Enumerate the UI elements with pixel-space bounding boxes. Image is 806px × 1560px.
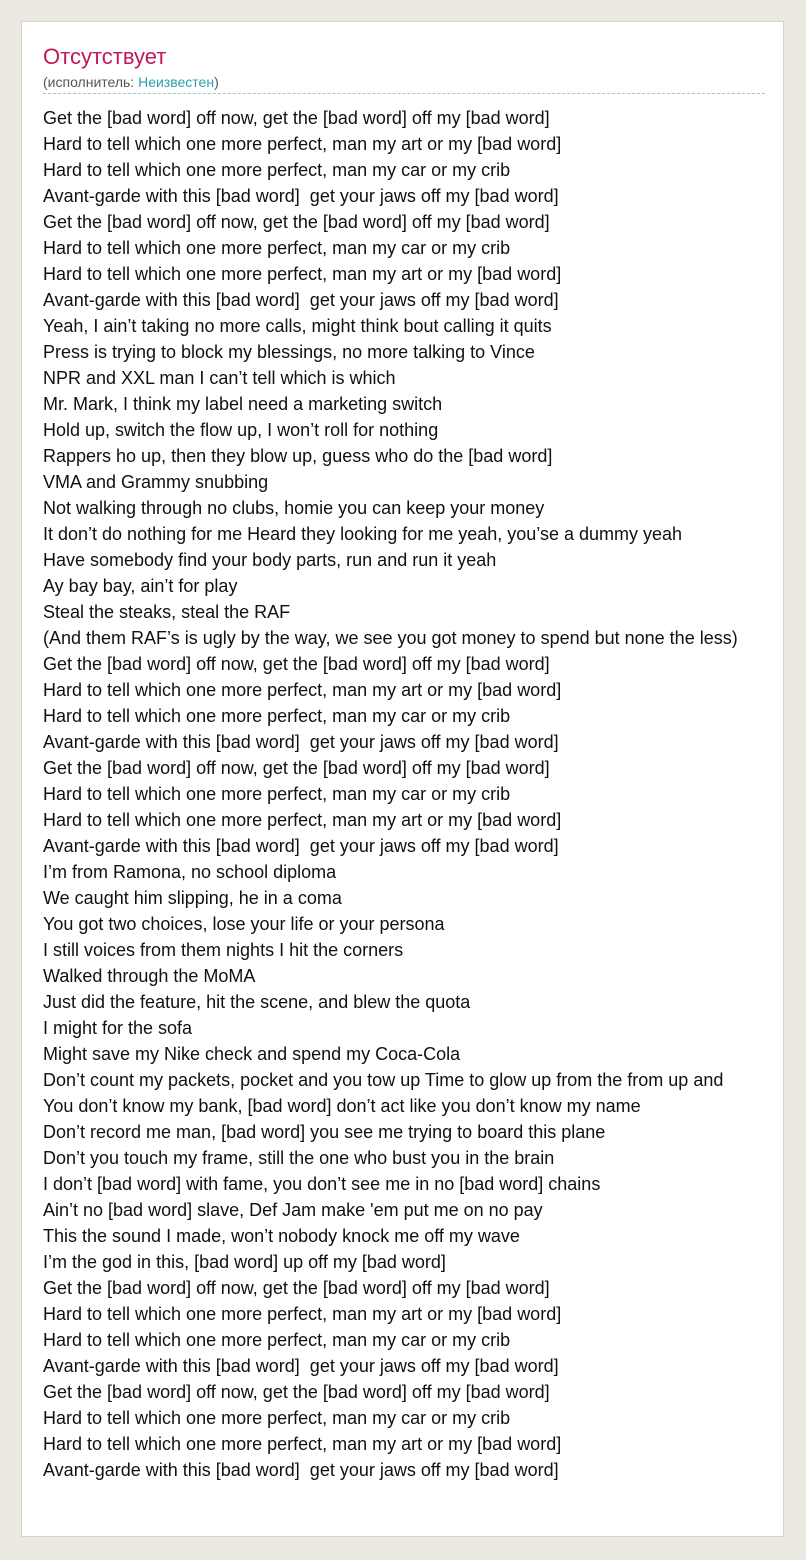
artist-link[interactable]: Неизвестен: [138, 74, 215, 90]
lyric-line: Avant-garde with this [bad word] get your jaws off my [bad word]: [43, 836, 559, 856]
lyric-line: I might for the sofa: [43, 1018, 193, 1038]
lyric-line: Hard to tell which one more perfect, man my car or my crib: [43, 238, 511, 258]
lyrics-body: [43, 105, 784, 1483]
artist-suffix: ): [214, 74, 219, 90]
lyric-line: Get the [bad word] off now, get the [bad word] off my [bad word]: [43, 758, 550, 778]
lyric-line: Might save my Nike check and spend my Coca-Cola: [43, 1044, 461, 1064]
lyric-line: Hard to tell which one more perfect, man my car or my crib: [43, 160, 511, 180]
lyric-line: Steal the steaks, steal the RAF: [43, 602, 291, 622]
lyric-line: Have somebody find your body parts, run and run it yeah: [43, 550, 497, 570]
lyric-line: NPR and XXL man I can’t tell which is which: [43, 368, 396, 388]
lyric-line: Hard to tell which one more perfect, man my art or my [bad word]: [43, 1434, 562, 1454]
lyric-line: Hard to tell which one more perfect, man my art or my [bad word]: [43, 134, 562, 154]
lyric-line: Hard to tell which one more perfect, man my art or my [bad word]: [43, 680, 562, 700]
lyric-line: VMA and Grammy snubbing: [43, 472, 269, 492]
lyric-line: Don’t record me man, [bad word] you see me trying to board this plane: [43, 1122, 606, 1142]
lyric-line: Hard to tell which one more perfect, man my car or my crib: [43, 784, 511, 804]
lyric-line: We caught him slipping, he in a coma: [43, 888, 342, 908]
lyric-line: Hard to tell which one more perfect, man my car or my crib: [43, 1408, 511, 1428]
lyric-line: Press is trying to block my blessings, no more talking to Vince: [43, 342, 535, 362]
lyric-line: Get the [bad word] off now, get the [bad word] off my [bad word]: [43, 1278, 550, 1298]
lyric-line: Avant-garde with this [bad word] get your jaws off my [bad word]: [43, 186, 559, 206]
lyric-line: Don’t you touch my frame, still the one who bust you in the brain: [43, 1148, 555, 1168]
lyric-line: I still voices from them nights I hit the corners: [43, 940, 404, 960]
lyric-line: I’m the god in this, [bad word] up off my [bad word]: [43, 1252, 446, 1272]
song-title: Отсутствует: [43, 44, 167, 69]
lyric-line: Get the [bad word] off now, get the [bad word] off my [bad word]: [43, 1382, 550, 1402]
lyric-line: Not walking through no clubs, homie you can keep your money: [43, 498, 545, 518]
lyric-line: Avant-garde with this [bad word] get your jaws off my [bad word]: [43, 732, 559, 752]
lyric-line: This the sound I made, won’t nobody knock me off my wave: [43, 1226, 520, 1246]
lyric-line: You don’t know my bank, [bad word] don’t act like you don’t know my name: [43, 1096, 641, 1116]
lyrics-card: [21, 21, 784, 1537]
lyric-line: Hard to tell which one more perfect, man my art or my [bad word]: [43, 264, 562, 284]
lyric-line: Don’t count my packets, pocket and you tow up Time to glow up from the from up and: [43, 1070, 724, 1090]
artist-prefix: (исполнитель:: [43, 74, 139, 90]
lyric-line: Get the [bad word] off now, get the [bad word] off my [bad word]: [43, 212, 550, 232]
title-divider: [43, 93, 765, 94]
lyric-line: Get the [bad word] off now, get the [bad word] off my [bad word]: [43, 654, 550, 674]
lyric-line: Ay bay bay, ain’t for play: [43, 576, 238, 596]
lyric-line: Hard to tell which one more perfect, man my art or my [bad word]: [43, 1304, 562, 1324]
lyric-line: Ain’t no [bad word] slave, Def Jam make 'em put me on no pay: [43, 1200, 543, 1220]
lyric-line: Get the [bad word] off now, get the [bad word] off my [bad word]: [43, 108, 550, 128]
lyric-line: Avant-garde with this [bad word] get your jaws off my [bad word]: [43, 1460, 559, 1480]
lyric-line: You got two choices, lose your life or your persona: [43, 914, 445, 934]
lyric-line: Avant-garde with this [bad word] get your jaws off my [bad word]: [43, 290, 559, 310]
lyric-line: Hold up, switch the flow up, I won’t roll for nothing: [43, 420, 439, 440]
lyric-line: Hard to tell which one more perfect, man my car or my crib: [43, 1330, 511, 1350]
lyric-line: I don’t [bad word] with fame, you don’t see me in no [bad word] chains: [43, 1174, 601, 1194]
lyric-line: Rappers ho up, then they blow up, guess who do the [bad word]: [43, 446, 553, 466]
lyric-line: (And them RAF’s is ugly by the way, we see you got money to spend but none the less): [43, 628, 738, 648]
lyric-line: I’m from Ramona, no school diploma: [43, 862, 337, 882]
artist-line: [43, 73, 219, 91]
lyric-line: Yeah, I ain’t taking no more calls, might think bout calling it quits: [43, 316, 552, 336]
lyric-line: Just did the feature, hit the scene, and blew the quota: [43, 992, 471, 1012]
lyric-line: Mr. Mark, I think my label need a marketing switch: [43, 394, 443, 414]
lyric-line: Hard to tell which one more perfect, man my car or my crib: [43, 706, 511, 726]
lyric-line: Walked through the MoMA: [43, 966, 256, 986]
lyric-line: Avant-garde with this [bad word] get your jaws off my [bad word]: [43, 1356, 559, 1376]
lyric-line: It don’t do nothing for me Heard they looking for me yeah, you’se a dummy yeah: [43, 524, 683, 544]
lyric-line: Hard to tell which one more perfect, man my art or my [bad word]: [43, 810, 562, 830]
